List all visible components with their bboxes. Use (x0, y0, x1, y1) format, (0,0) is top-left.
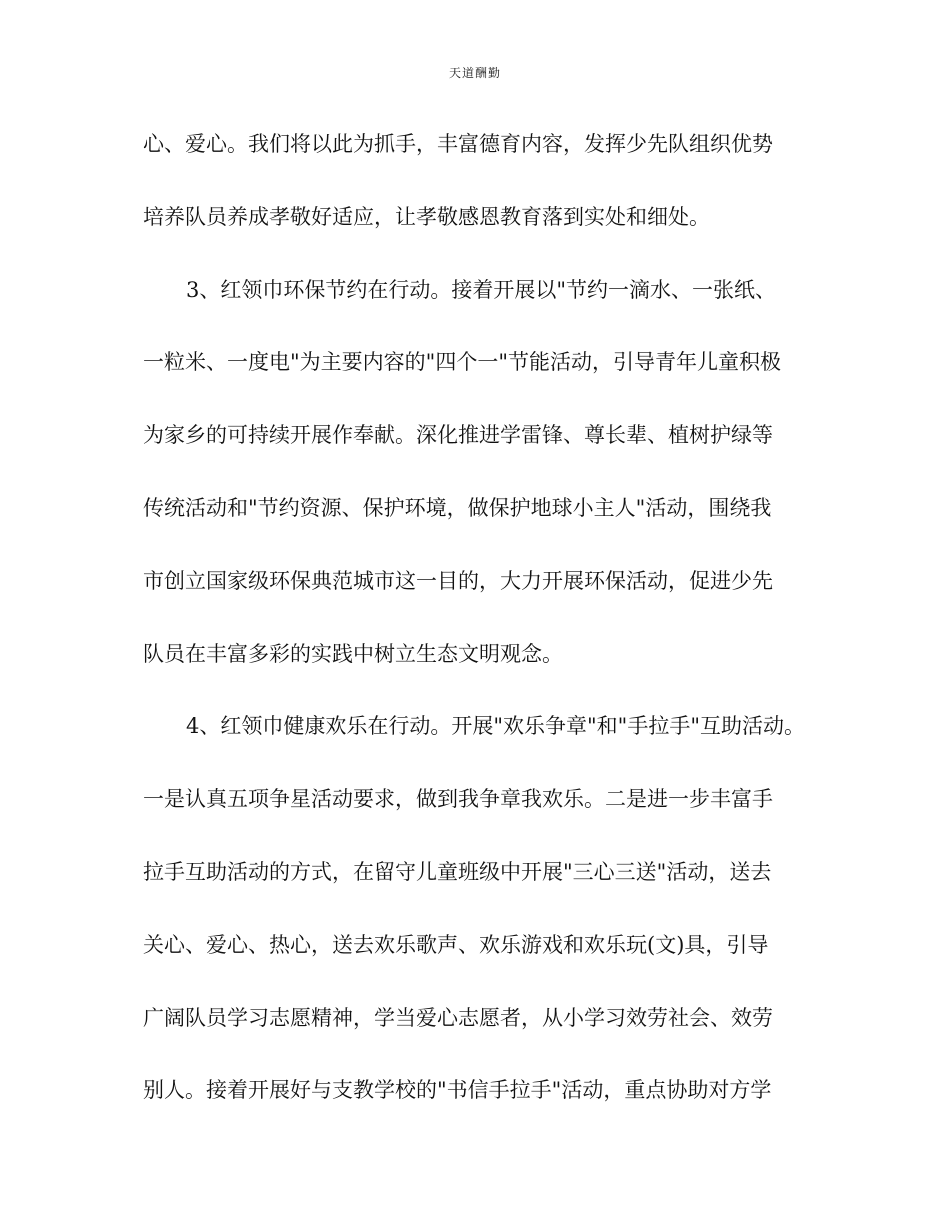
paragraph-line: 一粒米、一度电"为主要内容的"四个一"节能活动，引导青年儿童积极 (143, 350, 781, 375)
paragraph-line: 为家乡的可持续开展作奉献。深化推进学雷锋、尊长辈、植树护绿等 (143, 423, 773, 448)
paragraph-line: 队员在丰富多彩的实践中树立生态文明观念。 (143, 641, 563, 666)
paragraph-line: 心、爱心。我们将以此为抓手，丰富德育内容，发挥少先队组织优势 (143, 132, 773, 156)
paragraph-line: 关心、爱心、热心，送去欢乐歌声、欢乐游戏和欢乐玩(文)具，引导 (143, 932, 769, 957)
page-header: 天道酬勤 (448, 66, 501, 80)
paragraph-line: 广阔队员学习志愿精神，学当爱心志愿者，从小学习效劳社会、效劳 (143, 1005, 773, 1030)
paragraph-line: 拉手互助活动的方式，在留守儿童班级中开展"三心三送"活动，送去 (143, 859, 772, 884)
paragraph-line: 市创立国家级环保典范城市这一目的，大力开展环保活动，促进少先 (143, 568, 773, 593)
paragraph-line: 3、红领巾环保节约在行动。接着开展以"节约一滴水、一张纸、 (186, 277, 777, 302)
paragraph-line: 一是认真五项争星活动要求，做到我争章我欢乐。二是进一步丰富手 (143, 787, 773, 812)
paragraph-line: 培养队员养成孝敬好适应，让孝敬感恩教育落到实处和细处。 (143, 204, 710, 229)
paragraph-line: 传统活动和"节约资源、保护环境，做保护地球小主人"活动，围绕我 (143, 495, 772, 520)
paragraph-line: 4、红领巾健康欢乐在行动。开展"欢乐争章"和"手拉手"互助活动。 (186, 714, 805, 739)
paragraph-line: 别人。接着开展好与支教学校的"书信手拉手"活动，重点协助对方学 (143, 1078, 772, 1103)
document-body (143, 118, 813, 1137)
